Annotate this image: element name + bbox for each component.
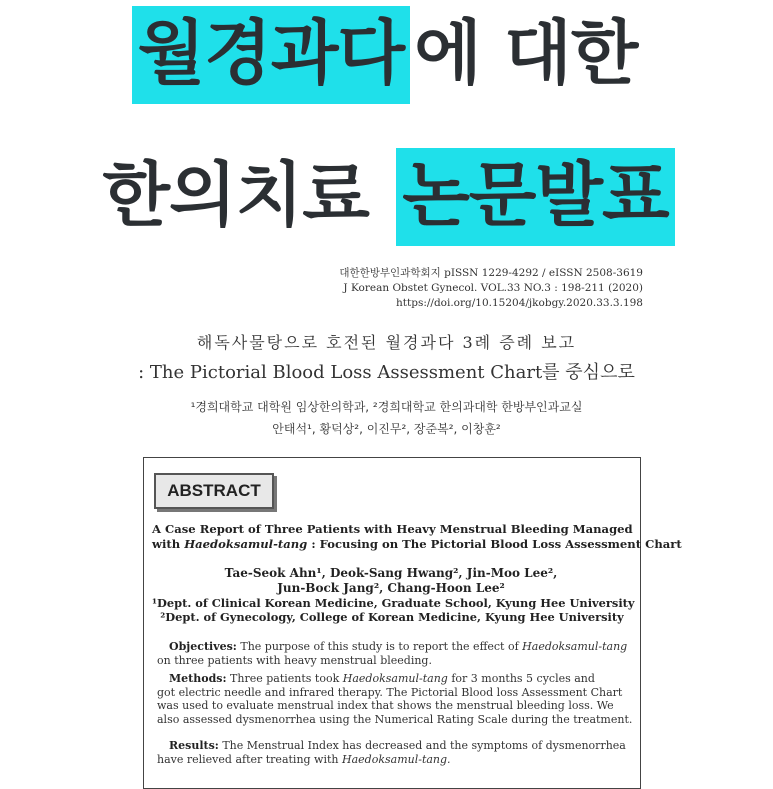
headline-text-1: 에 대한 (414, 12, 638, 94)
methods-text-2: got electric needle and infrared therapy. The Pictorial Blood loss Assessment Chart (157, 685, 623, 699)
headline-text-2: 한의치료 (102, 154, 393, 236)
english-title-herb: Haedoksamul-tang (184, 537, 308, 551)
methods-text-end: for 3 months 5 cycles and (447, 672, 595, 685)
headline-line-1 (0, 12, 773, 94)
english-title (152, 522, 682, 552)
english-title-line-2 (152, 537, 682, 552)
methods-text-3: was used to evaluate menstrual index that shows the menstrual bleeding loss. We (157, 699, 614, 712)
journal-doi: https://doi.org/10.15204/jkobgy.2020.33.3.198 (396, 297, 643, 309)
results-text-2: have relieved after treating with (157, 752, 342, 766)
results-paragraph (157, 739, 627, 766)
objectives-text: The purpose of this study is to report the effect of (236, 640, 523, 653)
journal-volume: J Korean Obstet Gynecol. VOL.33 NO.3 : 198-211 (2020) (343, 282, 643, 294)
english-title-prefix: with (152, 537, 185, 551)
methods-herb: Haedoksamul-tang (342, 672, 448, 685)
methods-text: Three patients took (226, 672, 343, 685)
results-text: The Menstrual Index has decreased and the symptoms of dysmenorrhea (218, 739, 626, 752)
objectives-text-2: on three patients with heavy menstrual bleeding. (157, 653, 432, 667)
methods-paragraph (157, 672, 633, 726)
english-title-line-1: A Case Report of Three Patients with Heavy Menstrual Bleeding Managed (152, 522, 633, 536)
korean-title: 해독사물탕으로 호전된 월경과다 3례 증례 보고 (196, 333, 577, 352)
english-authors-line-1: Tae-Seok Ahn¹, Deok-Sang Hwang², Jin-Moo Lee², (224, 566, 558, 580)
methods-text-4: also assessed dysmenorrhea using the Numerical Rating Scale during the treatment. (157, 712, 633, 726)
journal-issn: 대한한방부인과학회지 pISSN 1229-4292 / eISSN 2508-3619 (339, 267, 643, 279)
english-affiliation-2: ²Dept. of Gynecology, College of Korean Medicine, Kyung Hee University (160, 610, 624, 624)
results-herb: Haedoksamul-tang. (342, 752, 451, 766)
headline-line-2 (0, 154, 773, 236)
objectives-herb: Haedoksamul-tang (522, 640, 628, 653)
journal-citation (339, 266, 643, 311)
methods-label: Methods: (169, 672, 227, 685)
abstract-label: ABSTRACT (154, 473, 274, 509)
headline-highlight-1: 월경과다 (132, 6, 410, 104)
korean-authors: 안태석¹, 황덕상², 이진무², 장준복², 이창훈² (272, 422, 501, 436)
korean-affiliation: ¹경희대학교 대학원 임상한의학과, ²경희대학교 한의과대학 한방부인과교실 (190, 400, 583, 414)
headline-highlight-2: 논문발표 (396, 148, 674, 246)
english-affiliation-1: ¹Dept. of Clinical Korean Medicine, Graduate School, Kyung Hee University (152, 596, 635, 610)
results-label: Results: (169, 739, 219, 752)
objectives-paragraph (157, 640, 627, 667)
english-authors-line-2: Jun-Bock Jang², Chang-Hoon Lee² (277, 581, 505, 595)
objectives-label: Objectives: (169, 640, 237, 653)
english-title-suffix: : Focusing on The Pictorial Blood Loss Assessment Chart (307, 537, 682, 551)
korean-subtitle: : The Pictorial Blood Loss Assessment Chart를 중심으로 (138, 362, 635, 383)
